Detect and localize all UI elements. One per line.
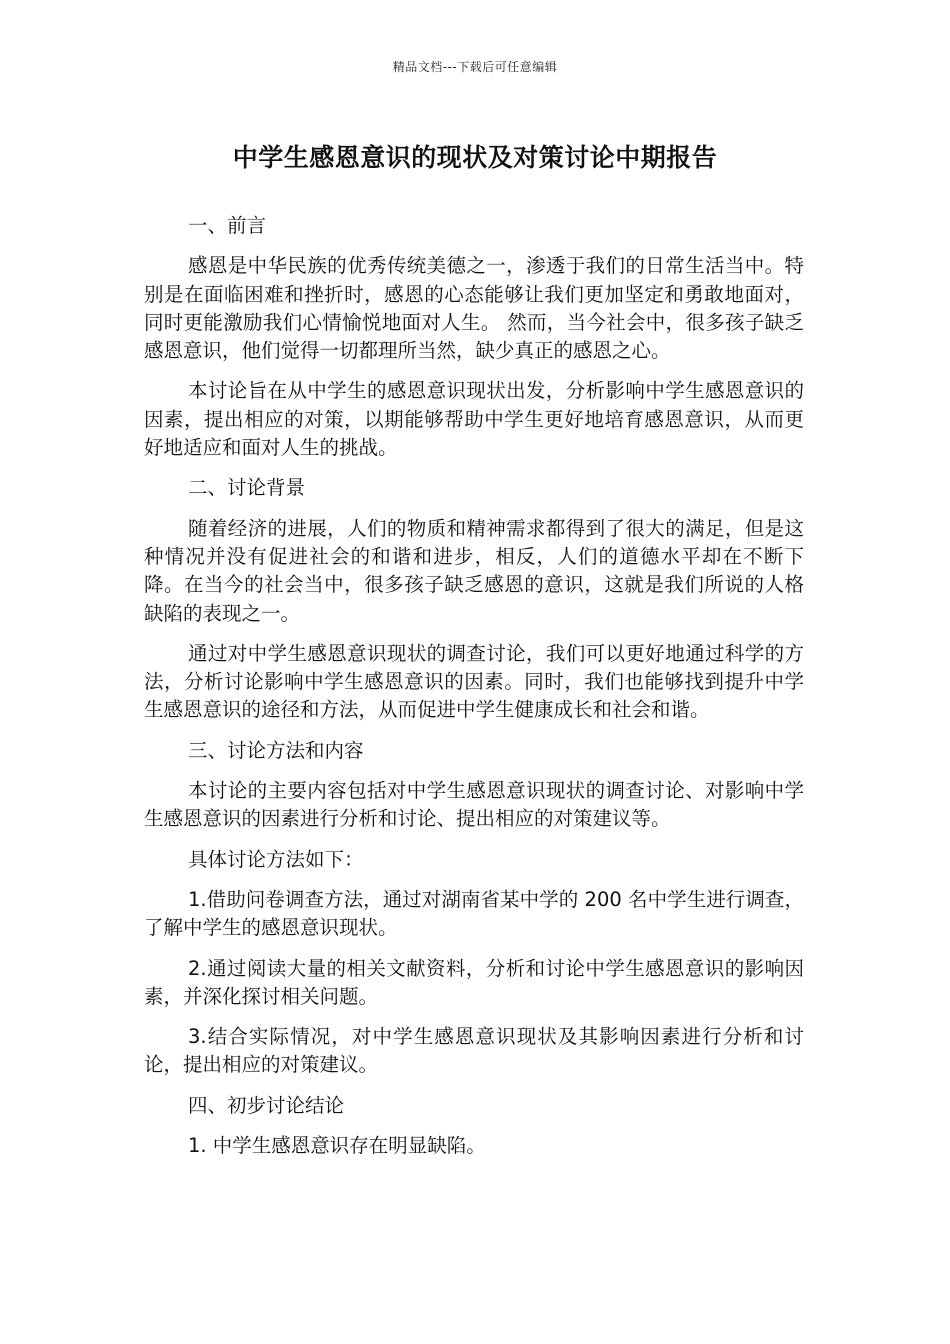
list-item: 1.借助问卷调查方法，通过对湖南省某中学的 200 名中学生进行调查，了解中学生的感恩意识现状。	[144, 887, 804, 940]
page-title: 中学生感恩意识的现状及对策讨论中期报告	[232, 143, 718, 172]
paragraph: 感恩是中华民族的优秀传统美德之一，渗透于我们的日常生活当中。特别是在面临困难和挫折时，感恩的心态能够让我们更加坚定和勇敢地面对，同时更能激励我们心情愉悦地面对人生。 然而，当今社会中，很多孩子缺乏感恩意识，他们觉得一切都理所当然，缺少真正的感恩之心。	[144, 254, 804, 363]
list-item: 2.通过阅读大量的相关文献资料，分析和讨论中学生感恩意识的影响因素，并深化探讨相关问题。	[144, 956, 804, 1008]
paragraph: 本讨论旨在从中学生的感恩意识现状出发，分析影响中学生感恩意识的因素，提出相应的对策，以期能够帮助中学生更好地培育感恩意识，从而更好地适应和面对人生的挑战。	[144, 379, 804, 460]
list-item: 3.结合实际情况，对中学生感恩意识现状及其影响因素进行分析和讨论，提出相应的对策建议。	[144, 1025, 804, 1077]
header-note: 精品文档---下载后可任意编辑	[392, 60, 558, 74]
section-heading-background: 二、讨论背景	[188, 476, 306, 500]
document-body	[144, 212, 804, 1172]
paragraph: 通过对中学生感恩意识现状的调查讨论，我们可以更好地通过科学的方法，分析讨论影响中学生感恩意识的因素。同时，我们也能够找到提升中学生感恩意识的途径和方法，从而促进中学生健康成长和社会和谐。	[144, 641, 804, 722]
section-heading-preface: 一、前言	[188, 214, 267, 237]
section-heading-methods: 三、讨论方法和内容	[188, 738, 364, 762]
paragraph: 随着经济的进展，人们的物质和精神需求都得到了很大的满足，但是这种情况并没有促进社会的和谐和进步，相反，人们的道德水平却在不断下降。在当今的社会当中，很多孩子缺乏感恩的意识，这就是我们所说的人格缺陷的表现之一。	[144, 516, 804, 625]
section-heading-conclusions: 四、初步讨论结论	[188, 1093, 345, 1117]
list-item: 1. 中学生感恩意识存在明显缺陷。	[188, 1134, 486, 1158]
paragraph: 本讨论的主要内容包括对中学生感恩意识现状的调查讨论、对影响中学生感恩意识的因素进行分析和讨论、提出相应的对策建议等。	[144, 779, 804, 831]
paragraph: 具体讨论方法如下：	[188, 847, 364, 871]
